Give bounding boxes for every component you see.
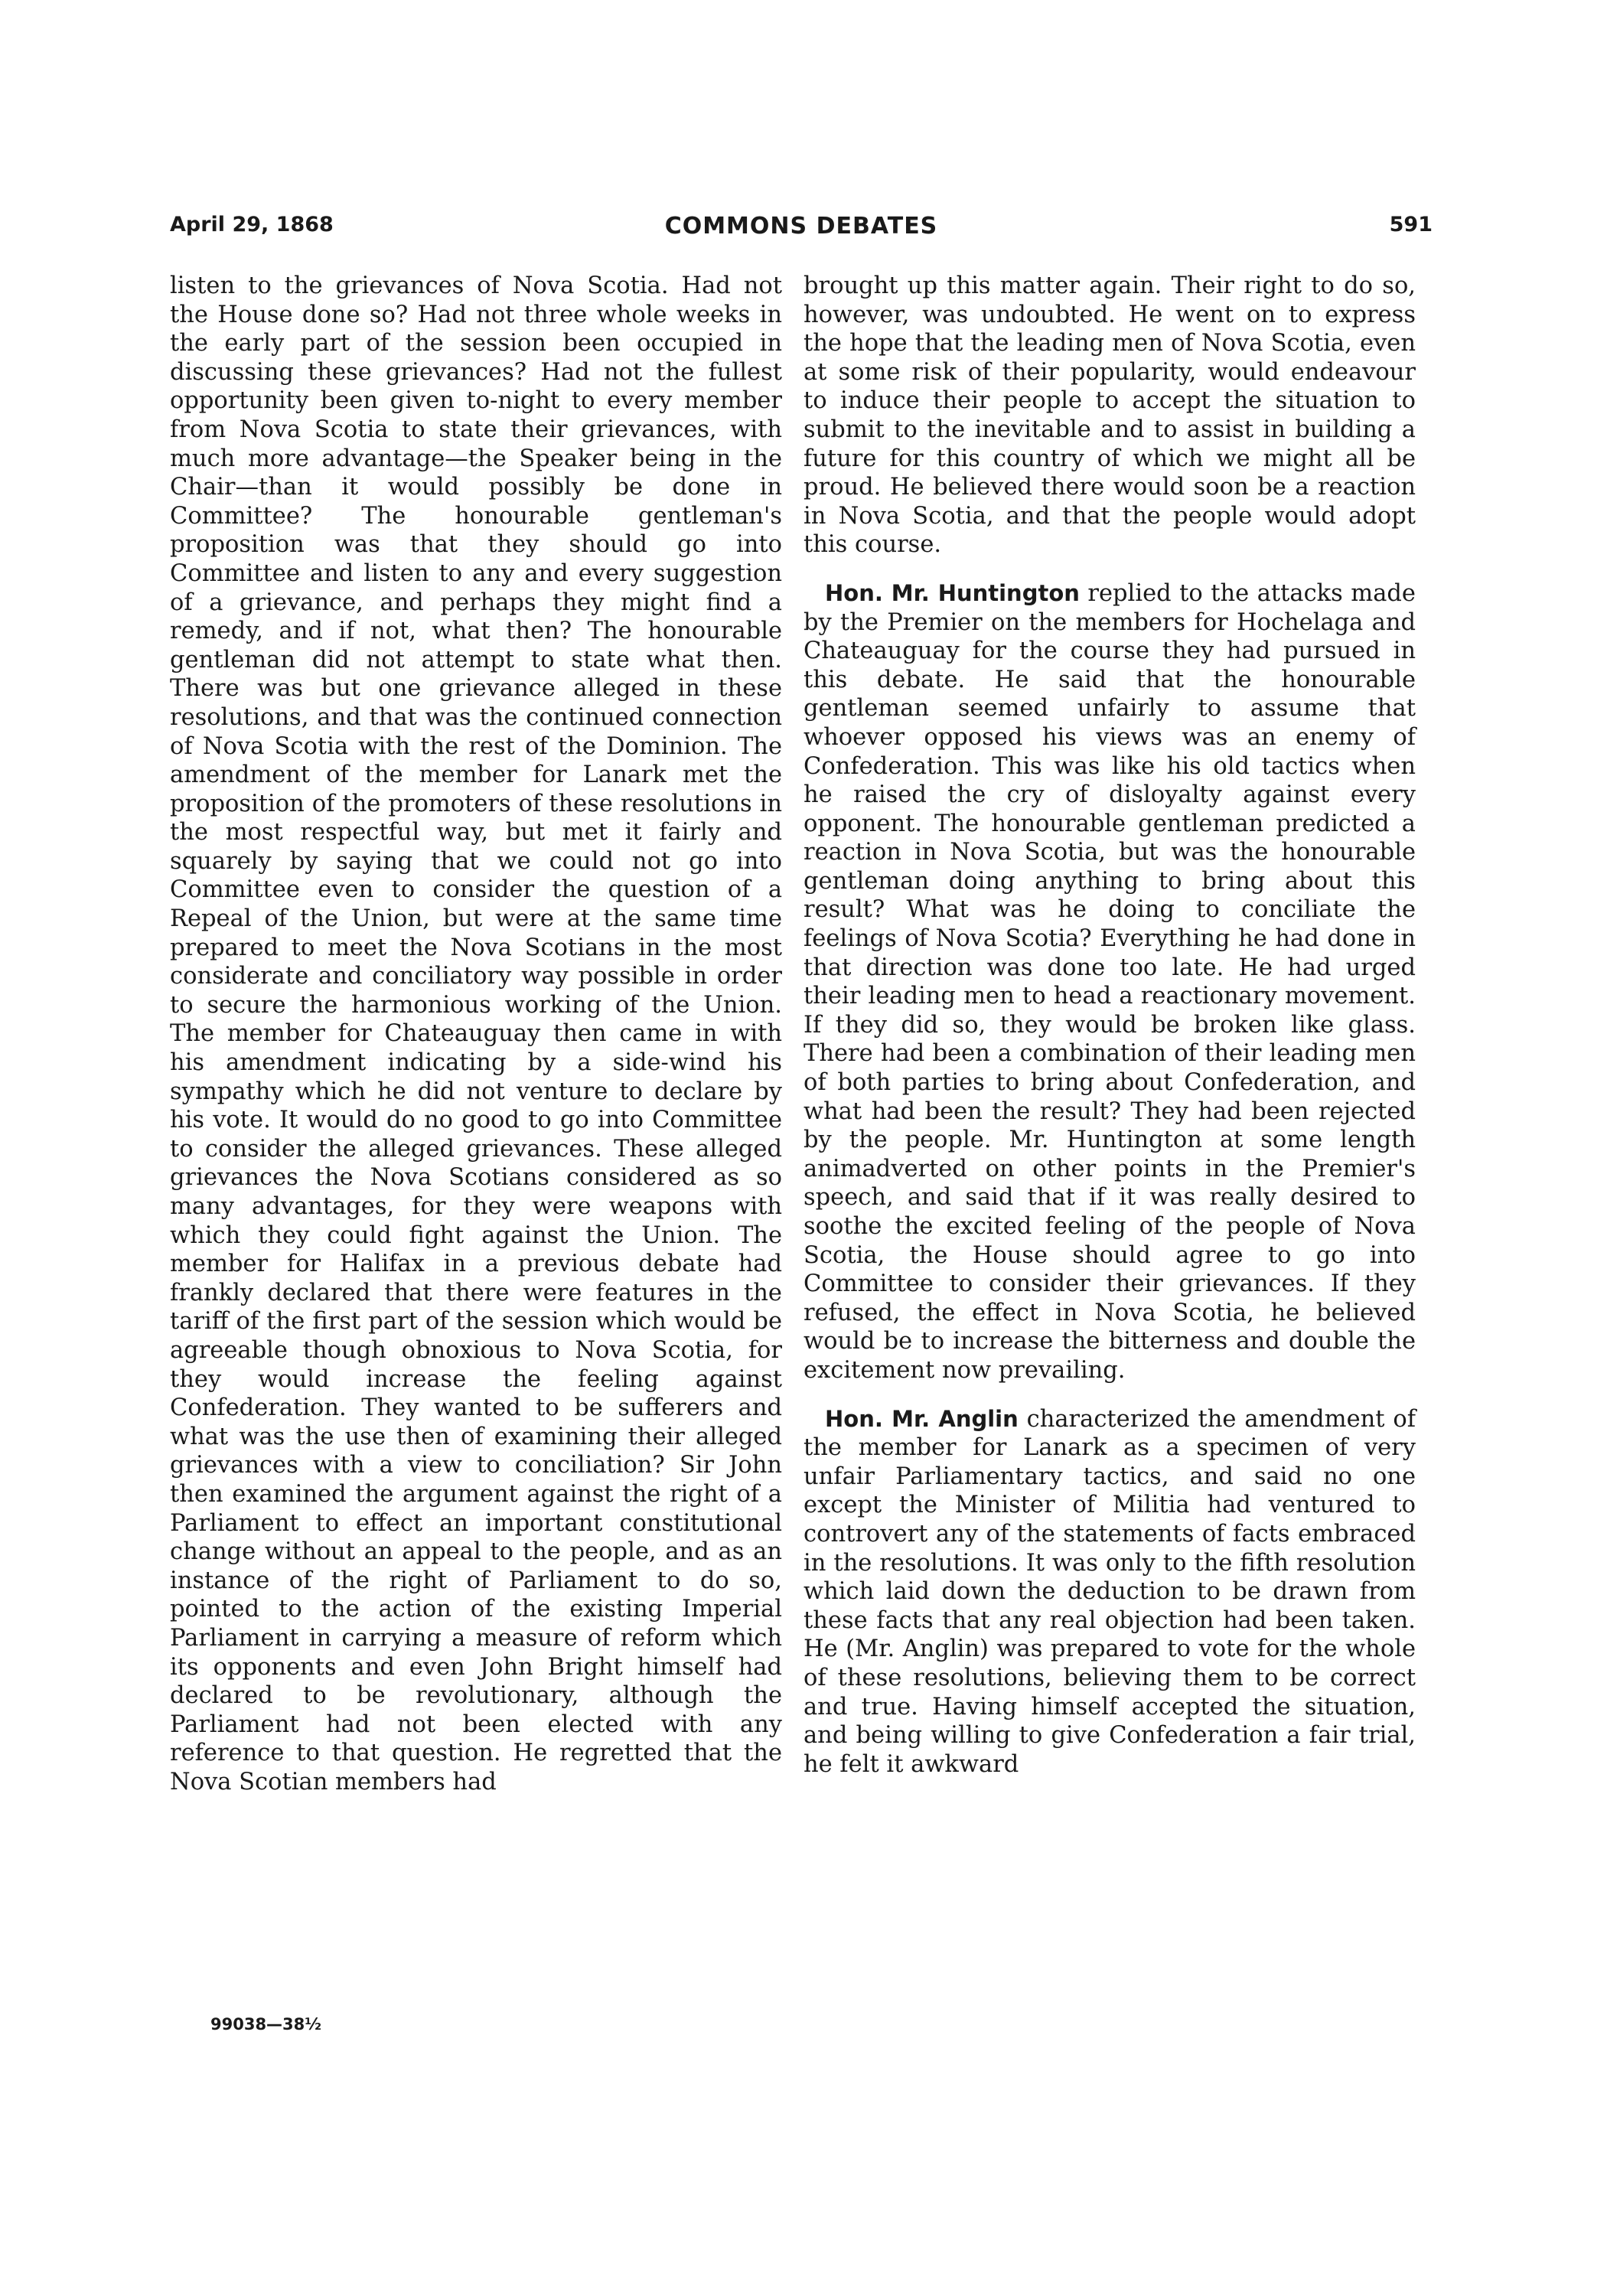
right-column <box>804 272 1416 1779</box>
header-title: COMMONS DEBATES <box>664 213 938 240</box>
speaker-name-anglin: Hon. Mr. Anglin <box>825 1405 1019 1432</box>
speech-text-huntington: replied to the attacks made by the Premier on the members for Hochelaga and Chateauguay for the course they had pursued in this debate. He said that the honourable gentleman seemed unfairly to assume that whoever opposed his views was an enemy of Confederation. This was like his old tactics when he raised the cry of disloyalty against every opponent. The honourable gentleman predicted a reaction in Nova Scotia, but was the honourable gentleman doing anything to bring about this result? What was he doing to conciliate the feelings of Nova Scotia? Everything he had done in that direction was done too late. He had urged their leading men to head a reactionary movement. If they did so, they would be broken like glass. There had been a combination of their leading men of both parties to bring about Confederation, and what had been the result? They had been rejected by the people. Mr. Huntington at some length animadverted on other points in the Premier's speech, and said that if it was really desired to soothe the excited feeling of the people of Nova Scotia, the House should agree to go into Committee to consider their grievances. If they refused, the effect in Nova Scotia, he believed would be to increase the bitterness and double the excitement now prevailing. <box>804 579 1416 1384</box>
page-number: 591 <box>1389 213 1433 236</box>
left-column-text: listen to the grievances of Nova Scotia. Had not the House done so? Had not three whole weeks in the early part of the session been occupied in discussing these grievances? Had not the fullest opportunity been given to-night to every member from Nova Scotia to state their grievances, with much more advantage—the Speaker being in the Chair—than it would possibly be done in Committee? The honourable gentleman's proposition was that they should go into Committee and listen to any and every suggestion of a grievance, and perhaps they might find a remedy, and if not, what then? The honourable gentleman did not attempt to state what then. There was but one grievance alleged in these resolutions, and that was the continued connection of Nova Scotia with the rest of the Dominion. The amendment of the member for Lanark met the proposition of the promoters of these resolutions in the most respectful way, but met it fairly and squarely by saying that we could not go into Committee even to consider the question of a Repeal of the Union, but were at the same time prepared to meet the Nova Scotians in the most considerate and conciliatory way possible in order to secure the harmonious working of the Union. The member for Chateauguay then came in with his amendment indicating by a side-wind his sympathy which he did not venture to declare by his vote. It would do no good to go into Committee to consider the alleged grievances. These alleged grievances the Nova Scotians considered as so many advantages, for they were weapons with which they could fight against the Union. The member for Halifax in a previous debate had frankly declared that there were features in the tariff of the first part of the session which would be agreeable though obnoxious to Nova Scotia, for they would increase the feeling against Confederation. They wanted to be sufferers and what was the use then of examining their alleged grievances with a view to conciliation? Sir John then examined the argument against the right of a Parliament to effect an important constitutional change without an appeal to the people, and as an instance of the right of Parliament to do so, pointed to the action of the existing Imperial Parliament in carrying a measure of reform which its opponents and even John Bright himself had declared to be revolutionary, although the Parliament had not been elected with any reference to that question. He regretted that the Nova Scotian members had <box>170 272 782 1795</box>
left-column <box>170 272 782 1796</box>
speech-text-anglin: characterized the amendment of the member for Lanark as a specimen of very unfair Parliamentary tactics, and said no one except the Minister of Militia had ventured to controvert any of the statements of facts embraced in the resolutions. It was only to the fifth resolution which laid down the deduction to be drawn from these facts that any real objection had been taken. He (Mr. Anglin) was prepared to vote for the whole of these resolutions, believing them to be correct and true. Having himself accepted the situation, and being willing to give Confederation a fair trial, he felt it awkward <box>804 1405 1416 1778</box>
right-paragraph-1: brought up this matter again. Their right to do so, however, was undoubted. He went on to express the hope that the leading men of Nova Scotia, even at some risk of their popularity, would endeavour to induce their people to accept the situation to submit to the inevitable and to assist in building a future for this country of which we might all be proud. He believed there would soon be a reaction in Nova Scotia, and that the people would adopt this course. <box>804 272 1416 559</box>
header-date: April 29, 1868 <box>170 213 334 236</box>
page-header <box>170 213 1433 243</box>
print-code: 99038—38½ <box>210 2015 322 2033</box>
right-paragraph-3 <box>804 1405 1416 1779</box>
right-paragraph-2 <box>804 579 1416 1385</box>
speaker-name-huntington: Hon. Mr. Huntington <box>825 579 1080 606</box>
